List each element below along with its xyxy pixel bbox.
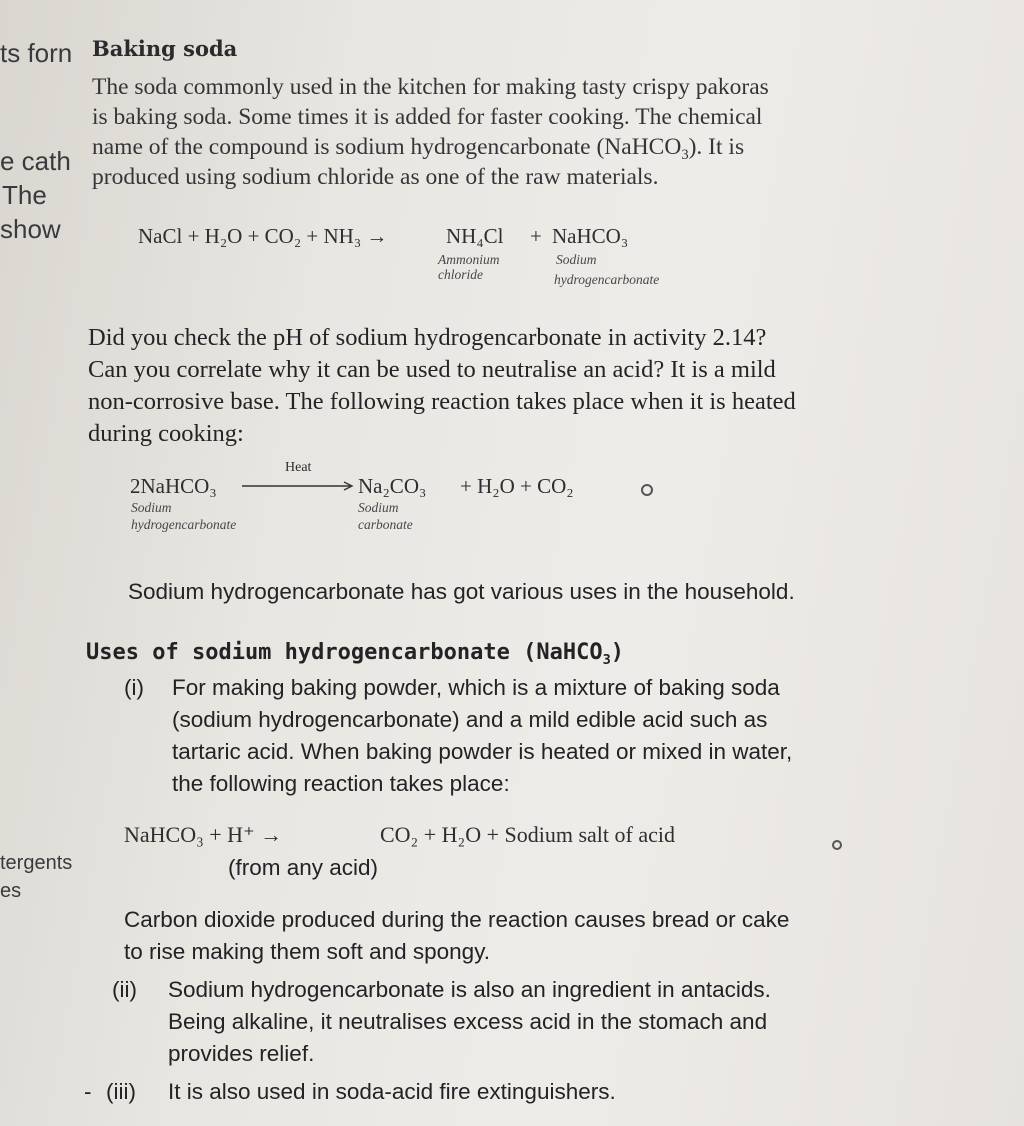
equation-product: NH₄Cl [446, 224, 504, 248]
equation-product: NaHCO₃ [552, 224, 629, 248]
list-marker: (ii) [112, 977, 137, 1002]
bullet-mark [832, 840, 842, 850]
list-item-line: the following reaction takes place: [172, 771, 510, 796]
list-item-line: It is also used in soda-acid fire extinguishers. [168, 1079, 616, 1104]
list-item-line: Being alkaline, it neutralises excess acid in the stomach and [168, 1009, 768, 1034]
compound-label: Ammonium [438, 252, 500, 267]
margin-note: ts forn [0, 38, 73, 68]
margin-note: es [0, 880, 22, 902]
equation-product: + H₂O + CO₂ [460, 474, 574, 498]
list-item-line: Sodium hydrogencarbonate is also an ingredient in antacids. [168, 977, 771, 1002]
paragraph-line: to rise making them soft and spongy. [124, 939, 491, 964]
reaction-arrow [242, 480, 358, 492]
list-marker: (iii) [106, 1079, 136, 1104]
compound-label: Sodium [358, 500, 399, 515]
margin-note: e cath [0, 146, 71, 176]
paragraph-line: Can you correlate why it can be used to neutralise an acid? It is a mild [88, 356, 776, 383]
list-item-line: provides relief. [168, 1041, 315, 1066]
equation-reactant: 2NaHCO₃ [130, 474, 217, 498]
margin-note: The [2, 180, 47, 210]
compound-label: Sodium [131, 500, 172, 515]
compound-label: chloride [438, 267, 483, 282]
equation-note: (from any acid) [228, 855, 379, 880]
compound-label: carbonate [358, 517, 413, 532]
paragraph-line: produced using sodium chloride as one of the raw materials. [92, 164, 659, 190]
paragraph-line: non-corrosive base. The following reaction takes place when it is heated [88, 388, 796, 415]
bullet-mark [641, 484, 653, 496]
margin-note: tergents [0, 852, 73, 874]
list-dash: - [84, 1079, 92, 1104]
compound-label: Sodium [556, 252, 597, 267]
uses-heading: Uses of sodium hydrogencarbonate (NaHCO$_3$) [86, 640, 625, 668]
section-heading: Baking soda [92, 36, 238, 61]
list-marker: (i) [124, 675, 144, 700]
equation-left: NaHCO₃ + H⁺ → [124, 822, 283, 847]
compound-label: hydrogencarbonate [554, 272, 660, 287]
equation-plus: + [530, 224, 542, 248]
paragraph-line: during cooking: [88, 420, 244, 447]
paragraph-line: The soda commonly used in the kitchen for making tasty crispy pakoras [92, 74, 769, 100]
list-item-line: (sodium hydrogencarbonate) and a mild edible acid such as [172, 707, 768, 732]
paragraph-line: Did you check the pH of sodium hydrogencarbonate in activity 2.14? [88, 324, 767, 351]
equation-right: CO₂ + H₂O + Sodium salt of acid [380, 822, 675, 847]
arrow-label: Heat [285, 460, 312, 475]
equation-reactants: NaCl + H₂O + CO₂ + NH₃ → [138, 224, 388, 248]
paragraph-line: is baking soda. Some times it is added for faster cooking. The chemical [92, 104, 763, 130]
margin-note: show [0, 214, 61, 244]
equation-product: Na₂CO₃ [358, 474, 427, 498]
paragraph-line: name of the compound is sodium hydrogencarbonate (NaHCO$_3$). It is [92, 134, 745, 164]
paragraph-line: Carbon dioxide produced during the reaction causes bread or cake [124, 907, 790, 932]
paragraph-line: Sodium hydrogencarbonate has got various uses in the household. [128, 579, 795, 604]
list-item-line: tartaric acid. When baking powder is heated or mixed in water, [172, 739, 793, 764]
list-item-line: For making baking powder, which is a mixture of baking soda [172, 675, 780, 700]
compound-label: hydrogencarbonate [131, 517, 237, 532]
